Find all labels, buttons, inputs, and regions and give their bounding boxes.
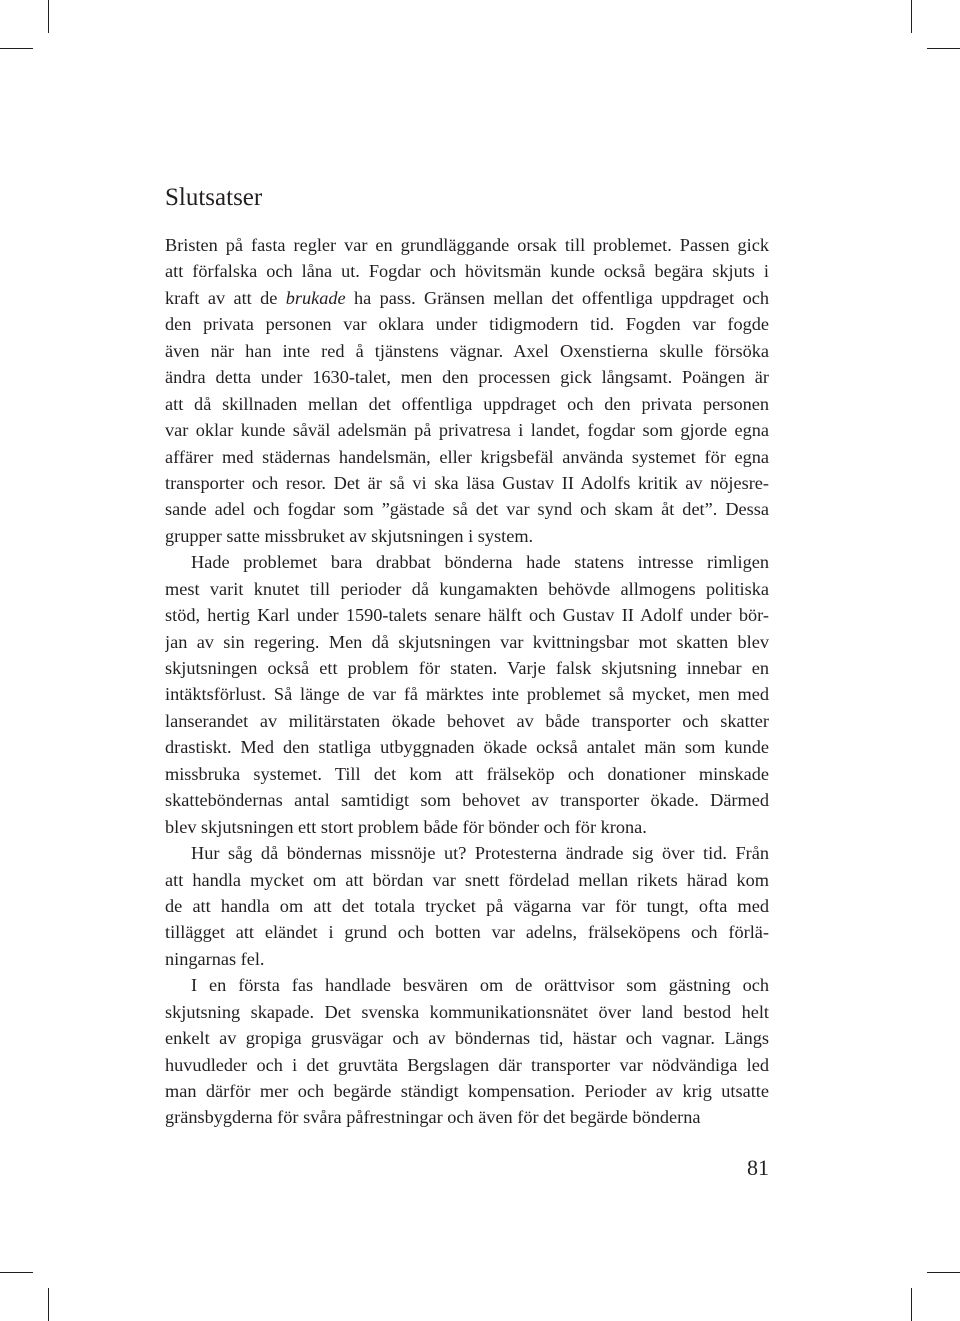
page-number: 81 — [747, 1155, 769, 1180]
text-line: transporter och resor. Det är så vi ska läsa Gustav II Adolfs kritik av nöjesre- — [165, 472, 769, 493]
text-line: Hade problemet bara drabbat bönderna hade statens intresse rimligen — [191, 552, 769, 573]
text-line: enkelt av gropiga grusvägar och av böndernas tid, hästar och vagnar. Längs — [165, 1028, 769, 1049]
paragraph — [165, 840, 769, 972]
text-line: den privata personen var oklara under tidigmodern tid. Fogden var fogde — [165, 314, 769, 335]
text-line: skatteböndernas antal samtidigt som behovet av transporter ökade. Därmed — [165, 790, 769, 811]
text-line: jan av sin regering. Men då skjutsningen var kvittningsbar mot skatten blev — [165, 631, 769, 652]
crop-mark-bottom-right-horizontal — [927, 1272, 960, 1273]
text-line: man därför mer och begärde ständigt kompensation. Perioder av krig utsatte — [165, 1081, 769, 1101]
text-line: blev skjutsningen ett stort problem både för bönder och för krona. — [165, 816, 647, 837]
crop-mark-top-left-horizontal — [0, 48, 33, 49]
crop-mark-bottom-left-horizontal — [0, 1272, 33, 1273]
text-line: även när han inte red å tjänstens vägnar. Axel Oxenstierna skulle försöka — [165, 340, 769, 361]
text-line: Bristen på fasta regler var en grundläggande orsak till problemet. Passen gick — [165, 235, 769, 255]
text-line: affärer med städernas handelsmän, eller krigsbefäl använda systemet för egna — [165, 446, 769, 467]
text-line: att handla mycket om att bördan var snett fördelad mellan rikets härad kom — [165, 869, 769, 890]
text-line: lanserandet av militärstaten ökade behovet av både transporter och skatter — [165, 710, 769, 731]
text-line: Hur såg då böndernas missnöje ut? Protesterna ändrade sig över tid. Från — [191, 843, 769, 864]
text-line: de att handla om att det totala trycket på vägarna var för tungt, ofta med — [165, 895, 769, 916]
text-line: tillägget att eländet i grund och botten var adelns, frälseköpens och förlä- — [165, 922, 769, 943]
text-line: gränsbygderna för svåra påfrestningar och även för det begärde bönderna — [165, 1107, 701, 1128]
italic-word: brukade — [285, 287, 346, 308]
paragraph — [165, 232, 769, 549]
crop-mark-bottom-right — [911, 1288, 912, 1321]
paragraph — [165, 972, 769, 1131]
crop-mark-top-left — [48, 0, 49, 33]
crop-mark-top-right-horizontal — [927, 48, 960, 49]
text-line: kraft av att de brukade ha pass. Gränsen mellan det offentliga uppdraget och — [165, 287, 769, 308]
section-heading: Slutsatser — [165, 184, 263, 211]
body-text — [165, 232, 769, 1131]
paragraph — [165, 549, 769, 840]
crop-mark-bottom-left — [48, 1288, 49, 1321]
text-line: grupper satte missbruket av skjutsningen i system. — [165, 525, 534, 546]
text-line: stöd, hertig Karl under 1590-talets senare hälft och Gustav II Adolf under bör- — [165, 605, 769, 626]
text-line: var oklar kunde såväl adelsmän på privatresa i landet, fogdar som gjorde egna — [165, 420, 769, 441]
text-line: att då skillnaden mellan det offentliga uppdraget och den privata personen — [165, 393, 769, 414]
crop-mark-top-right — [911, 0, 912, 33]
text-line: skjutsning skapade. Det svenska kommunikationsnätet över land bestod helt — [165, 1001, 769, 1022]
text-line: skjutsningen också ett problem för staten. Varje falsk skjutsning innebar en — [165, 658, 769, 678]
text-line: drastiskt. Med den statliga utbyggnaden ökade också antalet män som kunde — [165, 737, 769, 758]
text-line: ningarnas fel. — [165, 948, 265, 969]
text-line: huvudleder och i det gruvtäta Bergslagen där transporter var nödvändiga led — [165, 1054, 769, 1075]
text-line: mest varit knutet till perioder då kungamakten behövde allmogens politiska — [165, 578, 769, 599]
text-line: intäktsförlust. Så länge de var få märktes inte problemet så mycket, men med — [165, 684, 769, 705]
text-line: I en första fas handlade besvären om de orättvisor som gästning och — [191, 975, 769, 996]
text-line: ändra detta under 1630-talet, men den processen gick långsamt. Poängen är — [165, 367, 769, 388]
text-line: missbruka systemet. Till det kom att frälseköp och donationer minskade — [165, 763, 769, 784]
text-line: sande adel och fogdar som ”gästade så det var synd och skam åt det”. Dessa — [165, 499, 769, 520]
text-line: att förfalska och låna ut. Fogdar och hövitsmän kunde också begära skjuts i — [165, 261, 769, 282]
